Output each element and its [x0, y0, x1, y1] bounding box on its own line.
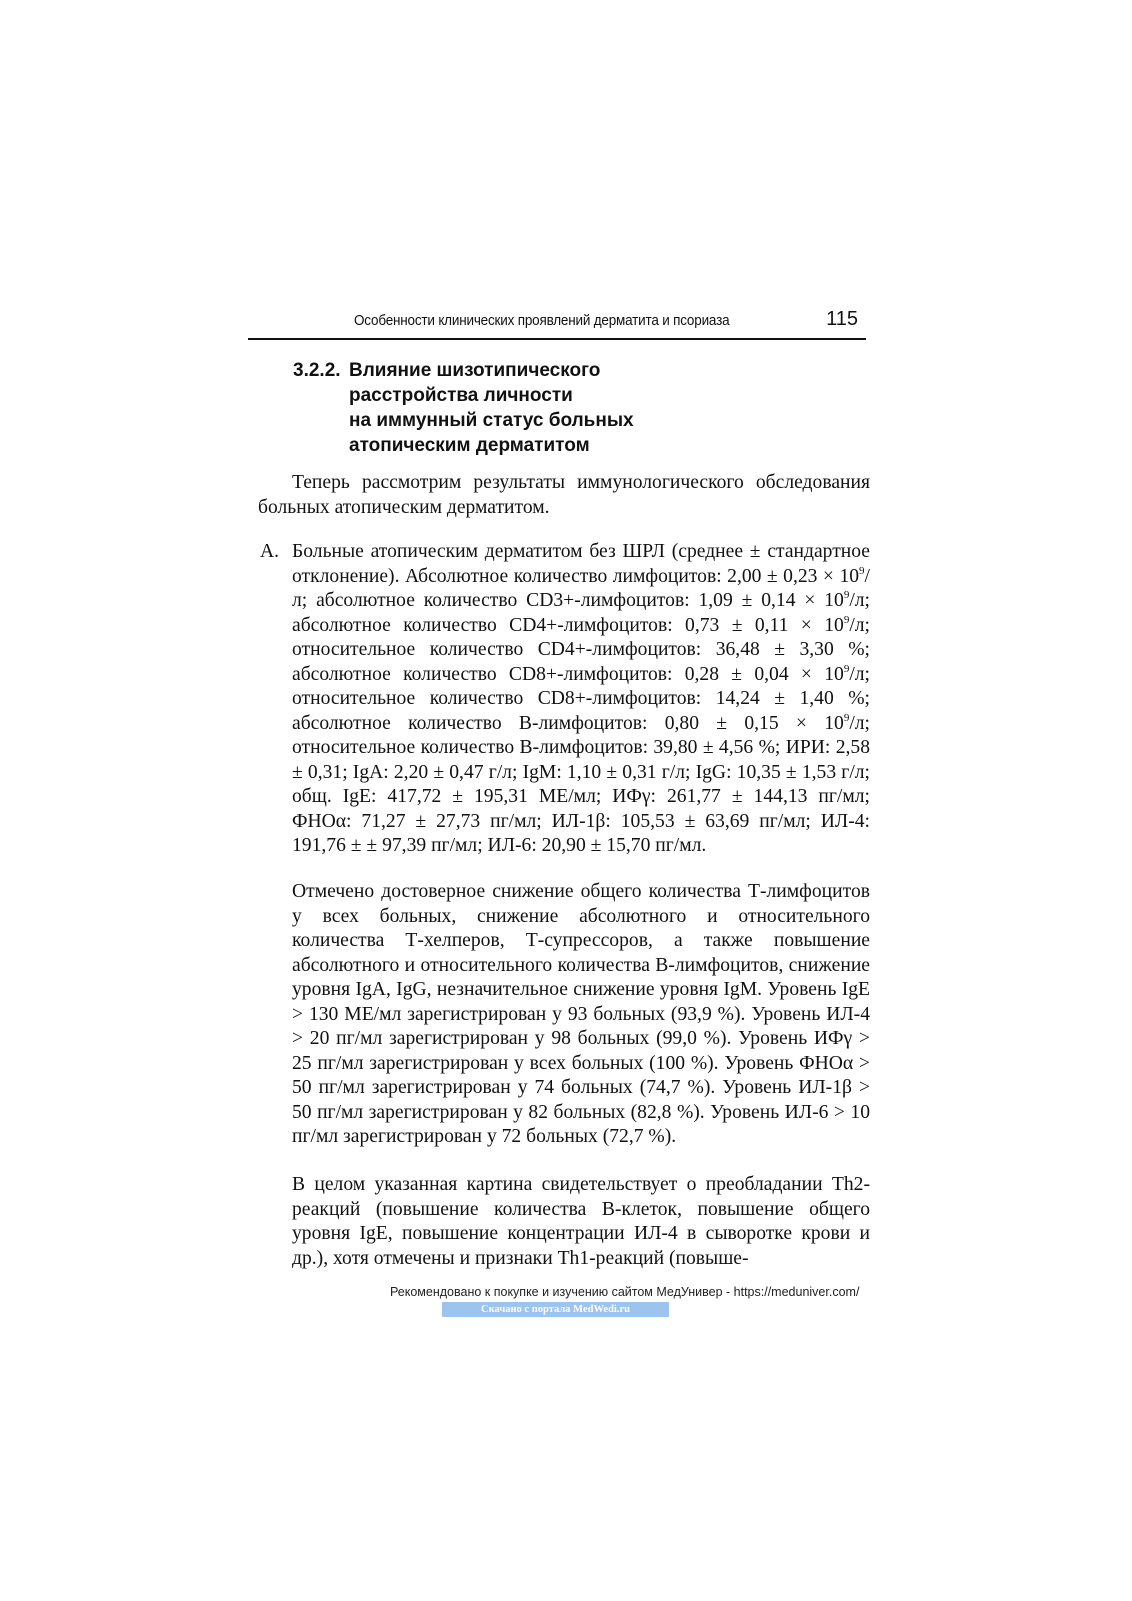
exponent: 9: [843, 613, 850, 626]
text-segment: Больные атопическим дерматитом без ШРЛ (среднее ± стандартное отклонение). Абсолютное количество лимфоцитов: 2,00 ± 0,23 × 10: [292, 541, 870, 587]
section-title: [349, 358, 689, 458]
intro-paragraph: Теперь рассмотрим результаты иммунологического обследования больных атопическим дерматитом.: [258, 472, 870, 518]
list-item-a-text: [292, 540, 870, 859]
exponent: 9: [843, 662, 850, 675]
exponent: 9: [843, 711, 850, 724]
text-segment: /л; абсолютное количество CD3+-лимфоцитов: 1,09 ± 0,14 × 10: [292, 565, 870, 611]
recommendation-note: Рекомендовано к покупке и изучению сайтом МедУнивер - https://meduniver.com/: [390, 1285, 860, 1299]
exponent: 9: [859, 564, 865, 577]
section-title-line: на иммунный статус больных: [349, 410, 634, 431]
section-number: 3.2.2.: [293, 360, 341, 381]
results-paragraph: Отмечено достоверное снижение общего количества Т-лимфоцитов у всех больных, снижение абсолютного и относительного количества Т-хелперов, Т-супрессоров, а также повышение абсолютного и относительного количества В-лимфоцитов, снижение уровня IgA, IgG, незначительное снижение уровня IgM. Уровень IgE > 130 МЕ/мл зарегистрирован у 93 больных (93,9 %). Уровень ИЛ-4 > 20 пг/мл зарегистрирован у 98 больных (99,0 %). Уровень ИФγ > 25 пг/мл зарегистрирован у всех больных (100 %). Уровень ФНОα > 50 пг/мл зарегистрирован у 74 больных (74,7 %). Уровень ИЛ-1β > 50 пг/мл зарегистрирован у 82 больных (82,8 %). Уровень ИЛ-6 > 10 пг/мл зарегистрирован у 72 больных (72,7 %).: [292, 881, 870, 1147]
section-title-line: атопическим дерматитом: [349, 435, 590, 456]
exponent: 9: [843, 589, 850, 601]
page-number: 115: [826, 308, 858, 330]
running-header: [248, 304, 866, 340]
text-segment: /л; относительное количество CD8+-лимфоцитов: 14,24 ± 1,40 %; абсолютное количество В-лимфоцитов: 0,80 ± 0,15 × 10: [292, 663, 870, 734]
conclusion-paragraph: В целом указанная картина свидетельствует о преобладании Th2-реакций (повышение количества В-клеток, повышение общего уровня IgE, повышение концентрации ИЛ-4 в сыворотке крови и др.), хотя отмечены и признаки Th1-реакций (повыше-: [292, 1174, 870, 1269]
text-segment: /л; относительное количество В-лимфоцитов: 39,80 ± 4,56 %; ИРИ: 2,58 ± 0,31; IgA: 2,20 ± 0,47 г/л; IgM: 1,10 ± 0,31 г/л; IgG: 10,35 ± 1,53 г/л; общ. IgE: 417,72 ± 195,31 МЕ/мл; ИФγ: 261,77 ± 144,13 пг/мл; ФНОα: 71,27 ± 27,73 пг/мл; ИЛ-1β: 105,53 ± 63,69 пг/мл; ИЛ-4: 191,76 ± ± 97,39 пг/мл; ИЛ-6: 20,90 ± 15,70 пг/мл.: [292, 712, 870, 856]
text-segment: /л; абсолютное количество CD4+-лимфоцитов: 0,73 ± 0,11 × 10: [292, 590, 870, 636]
list-item-letter: А.: [260, 541, 280, 562]
download-banner: Скачано с портала MedWedi.ru: [442, 1302, 669, 1317]
text-segment: /л; относительное количество CD4+-лимфоцитов: 36,48 ± 3,30 %; абсолютное количество CD8+-лимфоцитов: 0,28 ± 0,04 × 10: [292, 614, 870, 685]
running-title: Особенности клинических проявлений дерматита и псориаза: [354, 313, 730, 329]
section-title-line: Влияние шизотипического: [349, 360, 601, 381]
section-title-line: расстройства личности: [349, 385, 573, 406]
